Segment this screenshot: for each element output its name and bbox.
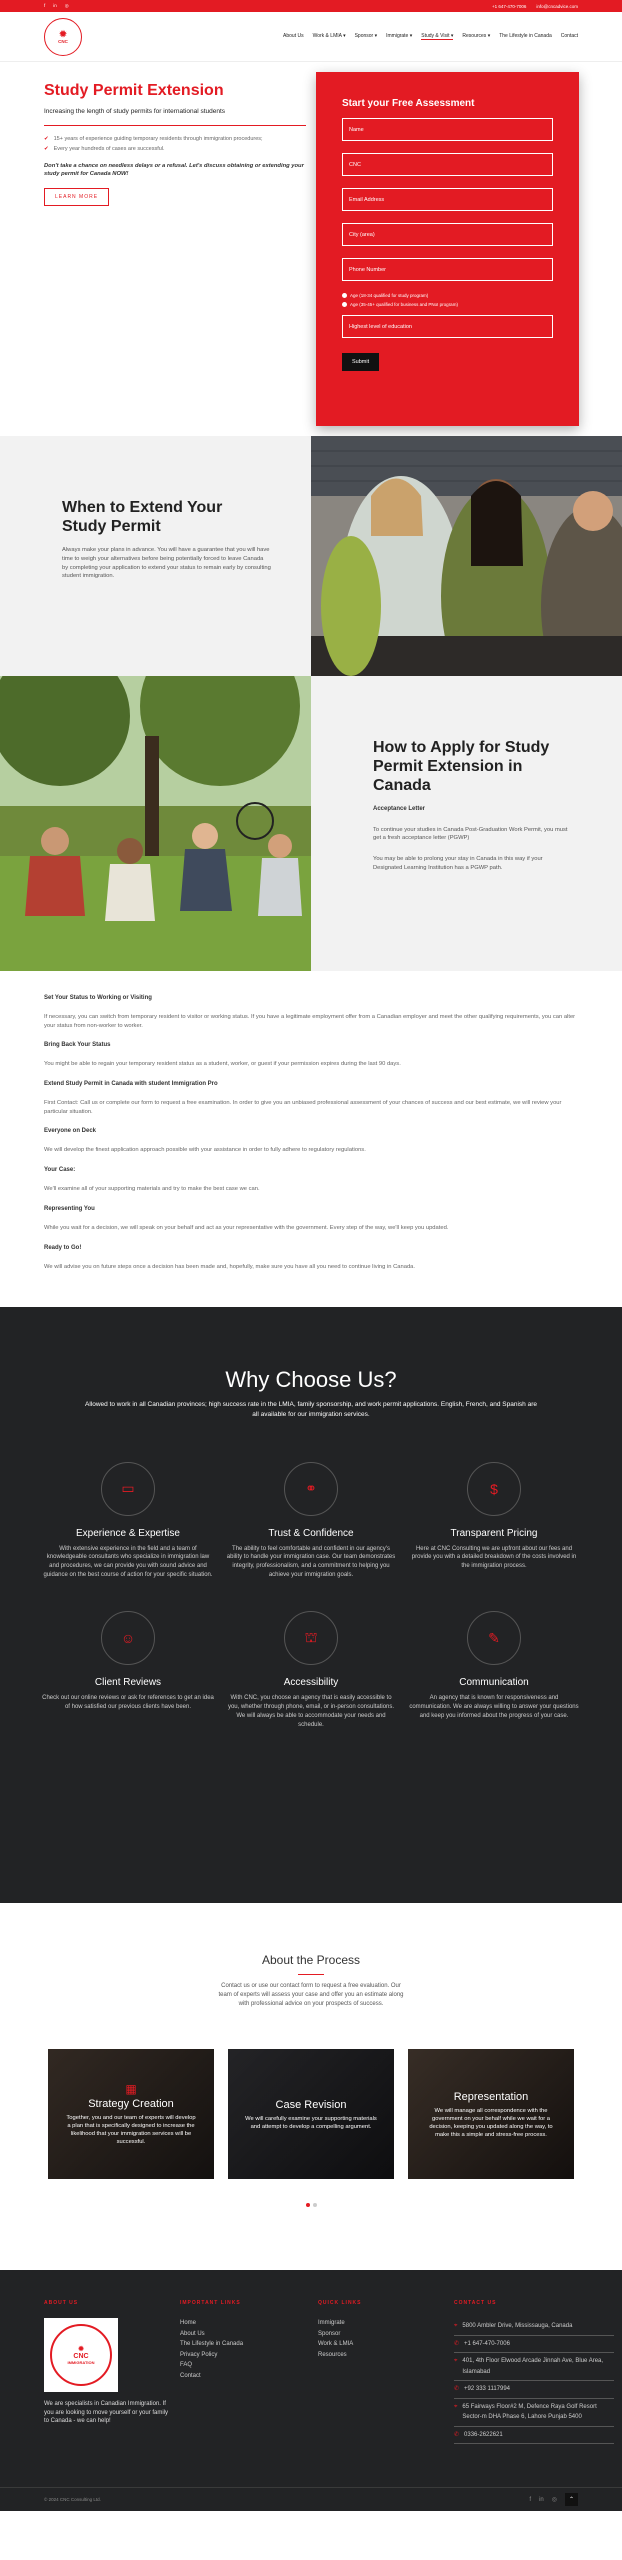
logo-text: IMMIGRATION: [67, 2360, 95, 2366]
feature-text: Here at CNC Consulting we are upfront about our fees and provide you with a detailed breakdown of the costs involved in the immigration process.: [411, 1545, 577, 1570]
feature-title: Communication: [459, 1677, 529, 1689]
list-item: ✔ 15+ years of experience guiding temporary residents through immigration procedures;: [44, 136, 263, 142]
process-card[interactable]: [408, 2049, 574, 2179]
footer-heading: QUICK LINKS: [318, 2300, 362, 2307]
page-title: Study Permit Extension: [44, 82, 224, 99]
feature-card: [403, 1611, 586, 1729]
instagram-icon[interactable]: ◎: [551, 2497, 557, 2504]
maple-leaf-icon: ✹: [78, 2346, 84, 2354]
education-field[interactable]: Highest level of education: [342, 315, 553, 338]
name-field[interactable]: Name: [342, 118, 553, 141]
footer-link[interactable]: The Lifestyle in Canada: [180, 2341, 244, 2348]
feature-card: [220, 1611, 403, 1729]
phone-icon: ✆: [454, 2431, 460, 2438]
title-divider: [298, 1974, 324, 1975]
top-bar: [0, 0, 622, 12]
location-icon: ⌖: [454, 2358, 458, 2365]
card-title: Strategy Creation: [88, 2097, 174, 2110]
nav-sponsor[interactable]: Sponsor ▾: [354, 33, 378, 39]
process-lead: Contact us or use our contact form to request a free evaluation. Our team of experts will assess your case and offer you an estimate along with professional advice on your prospects of success.: [218, 1983, 404, 2008]
age-radio-business[interactable]: Age (35-45+ qualified for business and PNoI program): [342, 302, 553, 307]
footer-bottom: [0, 2487, 622, 2511]
nav-about[interactable]: About Us: [283, 33, 304, 39]
process-section: [0, 1903, 622, 2270]
details-section: [0, 971, 622, 1307]
detail-heading: Your Case:: [44, 1167, 76, 1174]
handshake-icon: ⚭: [284, 1462, 338, 1516]
nav-study-visit[interactable]: Study & Visit ▾: [421, 33, 454, 39]
feature-card: [220, 1462, 403, 1580]
detail-heading: Everyone on Deck: [44, 1128, 97, 1135]
nav-contact[interactable]: Contact: [560, 33, 578, 39]
feature-title: Experience & Expertise: [76, 1527, 180, 1539]
when-body: Always make your plans in advance. You will have a guarantee that you will have time to weigh your alternatives before being potentially forced to leave Canada by completing your application to extend your status to remain early by consulting student immigration.: [62, 547, 271, 580]
nav-lifestyle[interactable]: The Lifestyle in Canada: [499, 33, 552, 39]
linkedin-icon[interactable]: in: [53, 3, 57, 8]
detail-heading: Bring Back Your Status: [44, 1042, 111, 1049]
location-icon: ⌖: [454, 2403, 458, 2410]
feature-text: Check out our online reviews or ask for references to get an idea of how satisfied our previous clients have been.: [42, 1695, 214, 1711]
footer-link[interactable]: Privacy Policy: [180, 2351, 218, 2358]
logo-text: CNC: [58, 38, 68, 44]
footer-link[interactable]: Home: [180, 2320, 197, 2327]
detail-heading: Ready to Go!: [44, 1244, 82, 1251]
footer-heading: IMPORTANT LINKS: [180, 2300, 241, 2307]
card-text: Together, you and our team of experts will develop a plan that is specifically designed to increase the likelihood that your immigration services will be successful.: [66, 2114, 196, 2146]
carousel-dot[interactable]: [306, 2203, 310, 2207]
feature-card: [37, 1462, 220, 1580]
company-field[interactable]: CNC: [342, 153, 553, 176]
site-logo[interactable]: [44, 18, 82, 56]
email-field[interactable]: Email Address: [342, 188, 553, 211]
communication-icon: ✎: [467, 1611, 521, 1665]
email-link[interactable]: info@cncadvice.com: [536, 3, 578, 9]
contact-item: ⌖ 5800 Ambler Drive, Mississauga, Canada: [454, 2318, 614, 2336]
learn-more-button[interactable]: LEARN MORE: [44, 188, 109, 206]
check-icon: ✔: [44, 136, 49, 142]
linkedin-icon[interactable]: in: [539, 2496, 544, 2503]
detail-text: If necessary, you can switch from temporary resident to visitor or working status. If you have a legitimate employment offer from a Canadian employer and meet the other qualifying requirements, you can alter your status from non-worker to worker.: [44, 1014, 576, 1029]
footer-link[interactable]: FAQ: [180, 2362, 193, 2369]
students-photo: [311, 436, 622, 676]
feature-text: The ability to feel comfortable and confident in our agency's ability to handle your immigration case. Our team demonstrates integrity, professionalism, and a commitment to helping you achieve your immigration goals.: [226, 1545, 396, 1578]
card-title: Representation: [453, 2090, 529, 2103]
card-title: Case Revision: [275, 2099, 347, 2112]
phone-field[interactable]: Phone Number: [342, 258, 553, 281]
hero-bullets: [44, 136, 306, 154]
phone-icon: ✆: [454, 2386, 460, 2393]
detail-text: We will advise you on future steps once a decision has been made and, hopefully, make sure you have all you need to continue living in Canada.: [44, 1263, 416, 1270]
why-lead: Allowed to work in all Canadian provinces; high success rate in the LMIA, family sponsorship, and work permit applications. English, French, and Spanish are all available for our immigration services.: [85, 1401, 537, 1418]
contact-item[interactable]: ✆ +92 333 1117994: [454, 2381, 614, 2399]
logo-text: CNC: [73, 2353, 89, 2361]
feature-text: With extensive experience in the field and a team of knowledgeable consultants who specialize in immigration law and procedures, we can provide you with sound advice and guidance on the best course of action for your specific situation.: [43, 1545, 213, 1578]
nav-immigrate[interactable]: Immigrate ▾: [386, 33, 413, 39]
footer-link[interactable]: Work & LMIA: [318, 2341, 354, 2348]
detail-text: You might be able to regain your temporary resident status as a student, worker, or guest if your permission expires during the last 90 days.: [44, 1061, 401, 1068]
location-icon: ⌖: [454, 2323, 458, 2330]
phone-link[interactable]: +1 647-470-7006: [492, 3, 527, 9]
contact-item: ⌖ 65 Fairways Floor#2 M, Defence Raya Golf Resort Sector-m DHA Phase 6, Lahore Punjab 5400: [454, 2399, 614, 2427]
footer-link[interactable]: About Us: [180, 2330, 205, 2337]
detail-heading: Representing You: [44, 1205, 95, 1212]
when-section: [0, 436, 622, 676]
process-card[interactable]: [228, 2049, 394, 2179]
scroll-top-icon[interactable]: ⌃: [565, 2493, 578, 2506]
feature-title: Transparent Pricing: [450, 1527, 538, 1539]
instagram-icon[interactable]: ◎: [64, 3, 69, 8]
nav-work-lmia[interactable]: Work & LMIA ▾: [312, 33, 346, 39]
how-paragraph: You may be able to prolong your stay in Canada in this way if your Designated Learning Institution has a PGWP path.: [373, 855, 543, 871]
hero-warning: Don't take a chance on needless delays or a refusal. Let's discuss obtaining or extending your study permit for Canada NOW!: [44, 162, 304, 177]
detail-text: First Contact: Call us or complete our form to request a free examination. In order to give you an unbiased professional assessment of your chances of success and our best estimate, we will review your particular situation.: [44, 1100, 562, 1115]
feature-text: An agency that is known for responsiveness and communication. We are always willing to answer your questions and keep you informed about the progress of your case.: [409, 1695, 579, 1719]
process-title: About the Process: [261, 1953, 361, 1968]
feature-title: Trust & Confidence: [268, 1527, 354, 1539]
campus-photo: [0, 676, 311, 971]
site-header: [0, 12, 622, 62]
maple-leaf-icon: ✹: [59, 28, 67, 39]
footer-about: We are specialists in Canadian Immigration. If you are looking to move yourself or your family to Canada - we can help!: [44, 2401, 169, 2424]
accessibility-icon: ⛫: [284, 1611, 338, 1665]
facebook-icon[interactable]: f: [44, 3, 46, 8]
footer-heading: ABOUT US: [44, 2300, 79, 2307]
nav-resources[interactable]: Resources ▾: [462, 33, 491, 39]
card-text: We will manage all correspondence with the government on your behalf while we wait for a decision, keeping you updated along the way, to make this a simple and stress-free process.: [429, 2107, 553, 2139]
detail-text: We will develop the finest application approach possible with your assistance in order to fully adhere to regulatory regulations.: [44, 1147, 366, 1154]
hero-section: [0, 62, 622, 436]
radio-icon: [342, 302, 347, 307]
copyright: © 2024 CNC Consulting Ltd.: [44, 2497, 101, 2503]
money-icon: $: [467, 1462, 521, 1516]
contact-item[interactable]: ✆ +1 647-470-7006: [454, 2336, 614, 2354]
hero-subtitle: Increasing the length of study permits for international students: [44, 108, 306, 126]
city-field[interactable]: City (area): [342, 223, 553, 246]
carousel-dot[interactable]: [313, 2203, 317, 2207]
phone-icon: ✆: [454, 2340, 460, 2347]
main-nav: [283, 33, 578, 40]
social-links: [44, 3, 69, 9]
footer-logo[interactable]: [44, 2318, 118, 2392]
process-card[interactable]: [48, 2049, 214, 2179]
submit-button[interactable]: Submit: [342, 353, 379, 371]
feature-card: [403, 1462, 586, 1580]
how-title: How to Apply for Study Permit Extension in Canada: [373, 739, 550, 795]
detail-heading: Set Your Status to Working or Visiting: [44, 995, 152, 1001]
facebook-icon[interactable]: f: [529, 2496, 532, 2503]
certificate-icon: ▭: [101, 1462, 155, 1516]
when-title: When to Extend Your Study Permit: [62, 499, 223, 536]
detail-text: While you wait for a decision, we will speak on your behalf and act as your representative with the government. Every step of the way, we'll keep you updated.: [44, 1224, 449, 1231]
detail-heading: Extend Study Permit in Canada with student Immigration Pro: [44, 1081, 218, 1088]
footer-link[interactable]: Resources: [318, 2351, 347, 2358]
detail-text: We'll examine all of your supporting materials and try to make the best case we can.: [44, 1186, 260, 1193]
how-section: [0, 676, 622, 971]
radio-icon: [342, 293, 347, 298]
how-paragraph: To continue your studies in Canada Post-Graduation Work Permit, you must get a fresh acceptance letter (PGWP): [373, 826, 568, 842]
contact-item: ⌖ 401, 4th Floor Elwood Arcade Jinnah Ave, Blue Area, Islamabad: [454, 2353, 614, 2381]
why-choose-section: [0, 1307, 622, 1903]
reviews-icon: ☺: [101, 1611, 155, 1665]
footer-heading: CONTACT US: [454, 2300, 497, 2307]
age-radio-study[interactable]: Age (18-34 qualified for study program): [342, 293, 553, 298]
footer-link[interactable]: Sponsor: [318, 2330, 341, 2337]
feature-title: Client Reviews: [94, 1677, 162, 1689]
why-title: Why Choose Us?: [225, 1367, 397, 1393]
carousel-dots: [0, 2203, 622, 2207]
check-icon: ✔: [44, 146, 49, 153]
list-item: ✔ Every year hundreds of cases are successful.: [44, 146, 165, 153]
feature-text: With CNC, you choose an agency that is easily accessible to you, whether through phone, email, or in-person consultations. We will always be able to accommodate your needs and schedule.: [227, 1695, 395, 1728]
contact-item[interactable]: ✆ 0336-2622621: [454, 2427, 614, 2445]
footer-link[interactable]: Immigrate: [318, 2320, 345, 2327]
strategy-icon: ▦: [125, 2081, 137, 2096]
site-footer: [0, 2270, 622, 2511]
feature-card: [37, 1611, 220, 1729]
card-text: We will carefully examine your supporting materials and attempt to develop a compelling argument.: [245, 2116, 377, 2131]
form-title: Start your Free Assessment: [342, 98, 475, 109]
how-subhead: Acceptance Letter: [373, 805, 426, 812]
feature-title: Accessibility: [283, 1677, 339, 1689]
process-carousel[interactable]: [0, 2049, 622, 2179]
footer-link[interactable]: Contact: [180, 2372, 201, 2379]
assessment-form: [316, 72, 579, 426]
